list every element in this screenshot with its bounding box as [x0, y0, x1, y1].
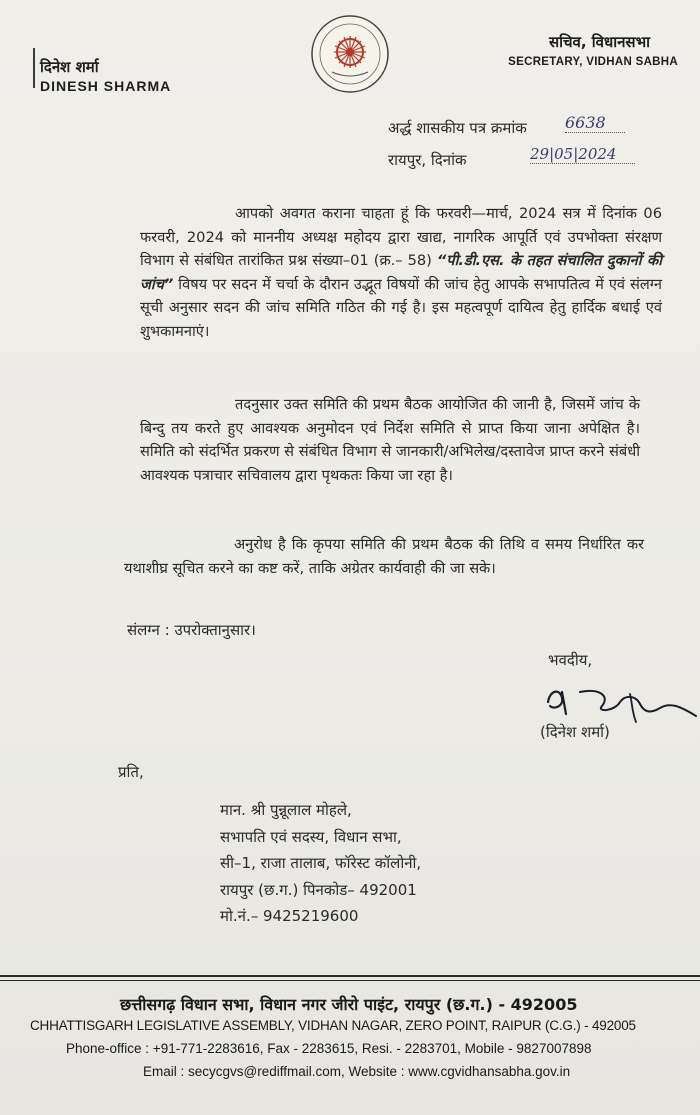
body-paragraph-2: तदनुसार उक्त समिति की प्रथम बैठक आयोजित की जानी है, जिसमें जांच के बिन्दु तय करते हुए आवश्यक अनुमोदन एवं निर्देश समिति से प्राप्त किया जाना अपेक्षित है। समिति को संदर्भित प्रकरण से संबंधित विभाग से जानकारी/अभिलेख/दस्तावेज प्राप्त करने संबंधी आवश्यक पत्राचार सचिवालय द्वारा पृथकतः किया जा रहा है। [140, 396, 640, 484]
recipient-mobile: मो.नं.– 9425219600 [220, 907, 359, 925]
sender-name-english: DINESH SHARMA [40, 78, 172, 94]
recipient-address-line: रायपुर (छ.ग.) पिनकोड– 492001 [220, 880, 417, 899]
footer-phone: Phone-office : +91-771-2283616, Fax - 2283615, Resi. - 2283701, Mobile - 9827007898 [66, 1041, 592, 1056]
body-paragraph-1-intro: आपको अवगत कराना चाहता हूं कि फरवरी—मार्च, 2024 सत्र में दिनांक 06 फरवरी, 2024 को माननीय अध्यक्ष महोदय द्वारा खाद्य, नागरिक आपूर्ति एवं उपभोक्ता संरक्षण विभाग से संबंधित तारांकित प्रश्न संख्या–01 (क्र.– 58) [140, 205, 662, 269]
closing-salutation: भवदीय, [548, 651, 593, 669]
letter-date: 29|05|2024 [530, 145, 635, 164]
body-paragraph-3: अनुरोध है कि कृपया समिति की प्रथम बैठक की तिथि व समय निर्धारित कर यथाशीघ्र सूचित करने का कष्ट करें, ताकि अग्रेतर कार्यवाही की जा सके। [124, 536, 644, 577]
recipient-to-label: प्रति, [118, 763, 144, 781]
reference-number: 6638 [565, 113, 625, 133]
footer-divider-thin [0, 980, 700, 981]
reference-label: अर्द्ध शासकीय पत्र क्रमांक [388, 119, 527, 137]
footer-divider [0, 975, 700, 977]
sender-name-hindi: दिनेश शर्मा [40, 58, 99, 76]
recipient-address-line: मान. श्री पुन्नूलाल मोहले, [220, 801, 352, 819]
subject-title: “पी.डी.एस. के तहत संचालित दुकानों की जांच” [140, 252, 662, 293]
letterhead-divider [33, 48, 35, 88]
sender-designation-english: SECRETARY, VIDHAN SABHA [508, 56, 678, 68]
assembly-emblem-logo [310, 14, 390, 94]
recipient-address-line: सभापति एवं सदस्य, विधान सभा, [220, 827, 402, 846]
footer-email-website: Email : secycgvs@rediffmail.com, Website : www.cgvidhansabha.gov.in [143, 1064, 571, 1079]
place-date-label: रायपुर, दिनांक [388, 151, 467, 169]
body-paragraph-1-rest: विषय पर सदन में चर्चा के दौरान उद्भूत विषयों की जांच हेतु आपके सभापतित्व में एवं संलग्न सूची अनुसार सदन की जांच समिति गठित की गई है। इस महत्वपूर्ण दायित्व हेतु हार्दिक बधाई एवं शुभकामनाएं। [140, 275, 662, 340]
footer-address-hindi: छत्तीसगढ़ विधान सभा, विधान नगर जीरो पाइंट, रायपुर (छ.ग.) - 492005 [120, 995, 578, 1014]
recipient-address [220, 797, 421, 930]
footer-address-english: CHHATTISGARH LEGISLATIVE ASSEMBLY, VIDHAN NAGAR, ZERO POINT, RAIPUR (C.G.) - 492005 [30, 1018, 636, 1033]
recipient-address-line: सी–1, राजा तालाब, फॉरेस्ट कॉलोनी, [220, 854, 422, 872]
enclosure-note: संलग्न : उपरोक्तानुसार। [127, 621, 256, 639]
body-paragraph-1 [140, 202, 662, 343]
sender-designation-hindi: सचिव, विधानसभा [548, 33, 650, 51]
signatory-name: (दिनेश शर्मा) [540, 723, 610, 741]
